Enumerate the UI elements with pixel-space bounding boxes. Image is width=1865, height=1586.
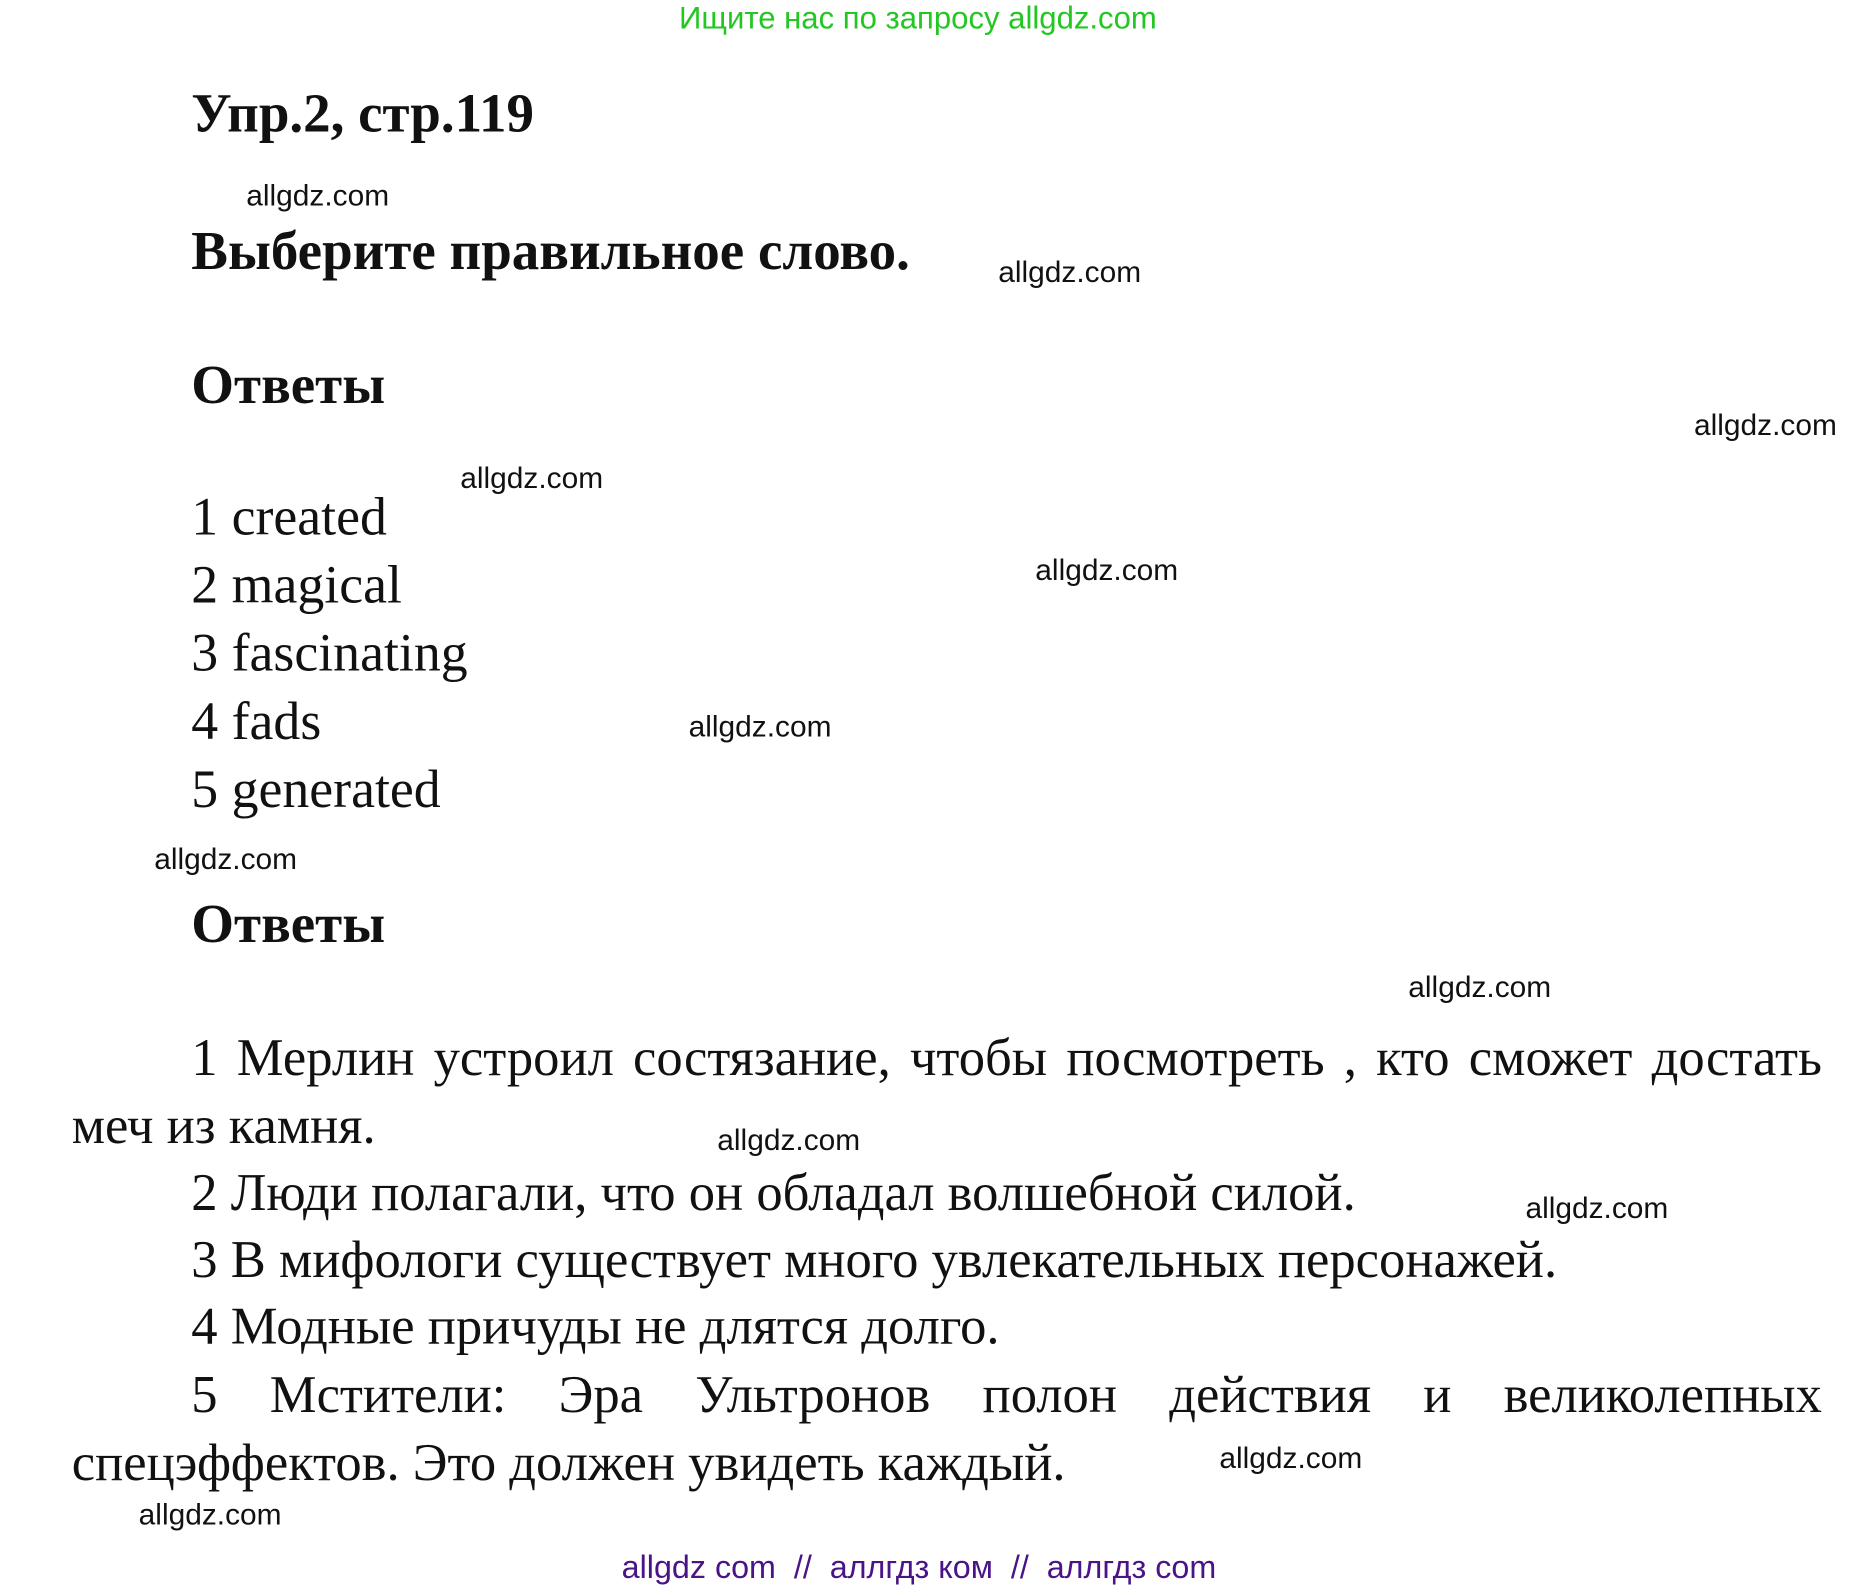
- search-banner: Ищите нас по запросу allgdz.com: [679, 0, 1157, 36]
- watermark: allgdz.com: [138, 1497, 282, 1532]
- watermark: allgdz.com: [998, 255, 1142, 290]
- answer-list: [191, 483, 467, 824]
- translation-1: 1 Мерлин устроил состязание, чтобы посмотреть , кто сможет достать меч из камня.: [71, 1028, 1822, 1155]
- translation-2: 2 Люди полагали, что он обладал волшебной силой.: [191, 1163, 1356, 1222]
- watermark: allgdz.com: [1525, 1191, 1669, 1226]
- watermark: allgdz.com: [1219, 1441, 1363, 1476]
- answer-item: 4 fads: [191, 690, 322, 751]
- watermark: allgdz.com: [246, 179, 390, 213]
- translation-5: 5 Мстители: Эра Ультронов полон действия и великолепных спецэффектов. Это должен увидеть каждый.: [71, 1365, 1822, 1492]
- footer-links: allgdz com // аллгдз ком // аллгдз com: [621, 1549, 1217, 1586]
- watermark: allgdz.com: [717, 1123, 861, 1158]
- watermark: allgdz.com: [688, 710, 832, 744]
- answer-item: 1 created: [191, 486, 387, 547]
- watermark: allgdz.com: [1408, 970, 1552, 1005]
- watermark: allgdz.com: [154, 842, 298, 877]
- exercise-title: Упр.2, стр.119: [191, 82, 535, 144]
- translation-4: 4 Модные причуды не длятся долго.: [191, 1297, 1000, 1356]
- watermark: allgdz.com: [1035, 553, 1179, 587]
- answers-heading: Ответы: [191, 353, 386, 415]
- answer-item: 3 fascinating: [191, 622, 468, 683]
- instruction: Выберите правильное слово.: [191, 219, 910, 281]
- answers-heading: Ответы: [191, 893, 386, 955]
- answer-item: 2 magical: [191, 554, 402, 615]
- watermark: allgdz.com: [460, 461, 604, 495]
- answer-item: 5 generated: [191, 759, 441, 819]
- translation-3: 3 В мифологи существует много увлекательных персонажей.: [191, 1230, 1558, 1289]
- watermark: allgdz.com: [1694, 408, 1837, 443]
